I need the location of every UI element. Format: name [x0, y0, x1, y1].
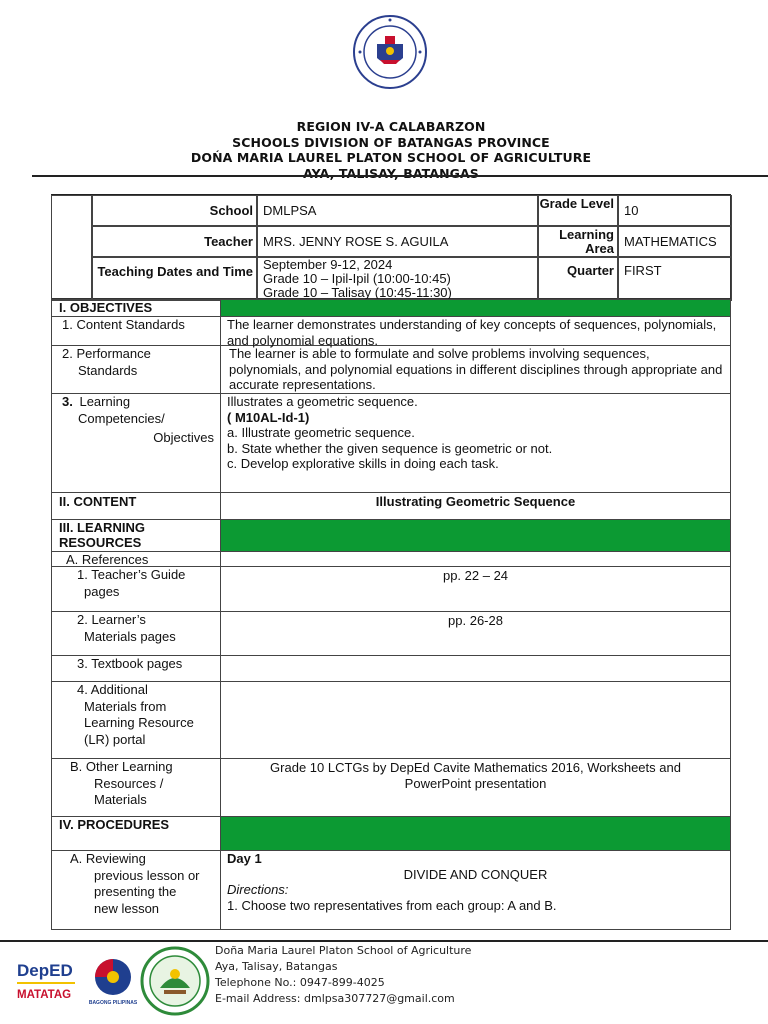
procedures-row — [51, 817, 731, 851]
content-standards-text: The learner demonstrates understanding of key concepts of sequences, polynomials, and polynomial equations. — [227, 317, 717, 348]
school-value: DMLPSA — [257, 195, 538, 226]
other-resources-label — [52, 759, 221, 816]
other-label-line-3: Materials — [94, 792, 147, 807]
competencies-text — [221, 394, 730, 492]
review-label-line-3: presenting the — [94, 884, 177, 899]
header-address: AYA, TALISAY, BATANGAS — [303, 165, 479, 181]
school-seal-logo — [140, 946, 210, 1016]
dates-line-1: September 9-12, 2024 — [263, 257, 393, 272]
competencies-number: 3. — [62, 394, 73, 409]
grade-level-label: Grade Level — [538, 195, 618, 226]
resources-heading-line-2: RESOURCES — [59, 535, 142, 550]
content-standards-row — [51, 317, 731, 346]
footer-telephone — [215, 975, 471, 991]
performance-standards-row — [51, 346, 731, 394]
learning-area-label: Learning Area — [538, 226, 618, 257]
references-label: A. References — [52, 552, 221, 566]
objective-b: b. State whether the given sequence is geometric or not. — [227, 440, 553, 456]
info-blank-cell — [51, 195, 92, 301]
objectives-row — [51, 299, 731, 317]
other-label-line-1: B. Other Learning — [70, 759, 173, 774]
additional-label-line-2: Materials from — [84, 698, 167, 714]
performance-label-line-1: 2. Performance — [62, 346, 151, 361]
learners-materials-row — [51, 612, 731, 656]
deped-matatag-logo — [15, 956, 79, 1006]
learners-materials-label — [52, 612, 221, 655]
teachers-guide-row — [51, 567, 731, 612]
deped-logo-text: DepED — [17, 961, 73, 980]
objectives-green-bar — [221, 300, 730, 316]
objectives-heading: I. OBJECTIVES — [52, 300, 221, 316]
resources-heading-line-1: III. LEARNING — [59, 520, 145, 535]
header-region: REGION IV-A CALABARZON — [296, 119, 486, 134]
teaching-dates-label: Teaching Dates and Time — [92, 257, 257, 301]
references-row — [51, 552, 731, 567]
document-header — [0, 119, 768, 181]
references-value — [221, 552, 730, 566]
tg-label-line-2: pages — [84, 583, 120, 599]
email-value: dmlpsa307727@gmail.com — [304, 992, 455, 1005]
procedures-heading: IV. PROCEDURES — [52, 817, 221, 850]
textbook-label: 3. Textbook pages — [52, 656, 221, 681]
additional-materials-label — [52, 682, 221, 758]
teachers-guide-label — [52, 567, 221, 611]
other-label-line-2: Resources / — [94, 775, 164, 791]
competency-main: Illustrates a geometric sequence. — [227, 394, 418, 409]
direction-1: 1. Choose two representatives from each group: A and B. — [227, 897, 557, 913]
other-resources-text — [221, 759, 730, 816]
footer-email — [215, 991, 471, 1007]
objective-a: a. Illustrate geometric sequence. — [227, 425, 415, 440]
quarter-value: FIRST — [618, 257, 732, 301]
teacher-value: MRS. JENNY ROSE S. AGUILA — [257, 226, 538, 257]
header-division: SCHOOLS DIVISION OF BATANGAS PROVINCE — [232, 134, 550, 150]
other-text-line-2: PowerPoint presentation — [404, 775, 547, 791]
grade-level-value: 10 — [618, 195, 732, 226]
review-label-line-2: previous lesson or — [94, 867, 200, 883]
review-label-line-1: A. Reviewing — [70, 851, 146, 866]
dates-line-2: Grade 10 – Ipil-Ipil (10:00-10:45) — [263, 271, 451, 286]
matatag-logo-text: MATATAG — [17, 989, 72, 1001]
teachers-guide-pages: pp. 22 – 24 — [442, 568, 509, 583]
lm-label-line-1: 2. Learner’s — [77, 612, 146, 627]
dates-line-3: Grade 10 – Talisay (10:45-11:30) — [263, 285, 452, 300]
content-row — [51, 493, 731, 520]
other-resources-row — [51, 759, 731, 817]
header-divider — [32, 175, 768, 177]
competencies-label-line-2: Competencies/ — [78, 410, 165, 426]
activity-title: DIVIDE AND CONQUER — [403, 866, 548, 882]
telephone-value: 0947-899-4025 — [299, 976, 385, 989]
textbook-row — [51, 656, 731, 682]
footer-address-block — [215, 943, 471, 1007]
directions-label: Directions: — [227, 882, 289, 897]
content-standards-label: 1. Content Standards — [52, 317, 221, 345]
content-title: Illustrating Geometric Sequence — [375, 494, 576, 509]
footer-divider — [0, 940, 768, 942]
objective-c: c. Develop explorative skills in doing each task. — [227, 456, 499, 471]
tg-label-line-1: 1. Teacher’s Guide — [77, 567, 186, 582]
other-text-line-1: Grade 10 LCTGs by DepEd Cavite Mathematics 2016, Worksheets and — [270, 760, 681, 775]
additional-label-line-4: (LR) portal — [84, 731, 146, 747]
lesson-info-table — [51, 194, 731, 299]
additional-label-line-3: Learning Resource — [84, 715, 194, 730]
day-label: Day 1 — [227, 851, 262, 866]
lm-label-line-2: Materials pages — [84, 628, 176, 644]
performance-label-line-2: Standards — [78, 362, 138, 378]
teaching-dates-value — [257, 257, 538, 301]
additional-materials-row — [51, 682, 731, 759]
additional-label-line-1: 4. Additional — [77, 682, 148, 697]
competencies-label — [52, 394, 221, 492]
competencies-label-line-1: Learning — [79, 394, 131, 409]
learning-area-value: MATHEMATICS — [618, 226, 732, 257]
textbook-value — [221, 656, 730, 681]
school-label: School — [92, 195, 257, 226]
telephone-label: Telephone No.: — [215, 976, 300, 989]
reviewing-row — [51, 851, 731, 930]
reviewing-content — [221, 851, 730, 929]
performance-label — [52, 346, 221, 393]
footer-address: Aya, Talisay, Batangas — [215, 960, 338, 973]
header-school: DOŃA MARIA LAUREL PLATON SCHOOL OF AGRICULTURE — [190, 150, 592, 165]
bagong-pilipinas-logo — [88, 956, 138, 1006]
footer-school-name: Doña Maria Laurel Platon School of Agriculture — [215, 944, 472, 957]
teacher-label: Teacher — [92, 226, 257, 257]
deped-seal-logo — [352, 14, 428, 90]
competency-code: ( M10AL-Id-1) — [227, 409, 310, 425]
performance-standards-text: The learner is able to formulate and solve problems involving sequences, polynomials, and polynomial equations in different disciplines through appropriate and accurate representations. — [229, 346, 723, 392]
review-label-line-4: new lesson — [94, 900, 160, 916]
procedures-green-bar — [221, 817, 730, 850]
content-heading: II. CONTENT — [52, 493, 221, 519]
learning-resources-row — [51, 520, 731, 552]
quarter-label: Quarter — [538, 257, 618, 301]
email-label: E-mail Address: — [215, 992, 304, 1005]
reviewing-label — [52, 851, 221, 929]
bagong-pilipinas-text: BAGONG PILIPINAS — [88, 1000, 138, 1006]
competencies-label-line-3: Objectives — [153, 430, 214, 445]
learners-materials-pages: pp. 26-28 — [448, 613, 503, 628]
competencies-row — [51, 394, 731, 493]
additional-materials-value — [221, 682, 730, 758]
resources-green-bar — [221, 520, 730, 551]
learning-resources-heading — [52, 520, 221, 551]
